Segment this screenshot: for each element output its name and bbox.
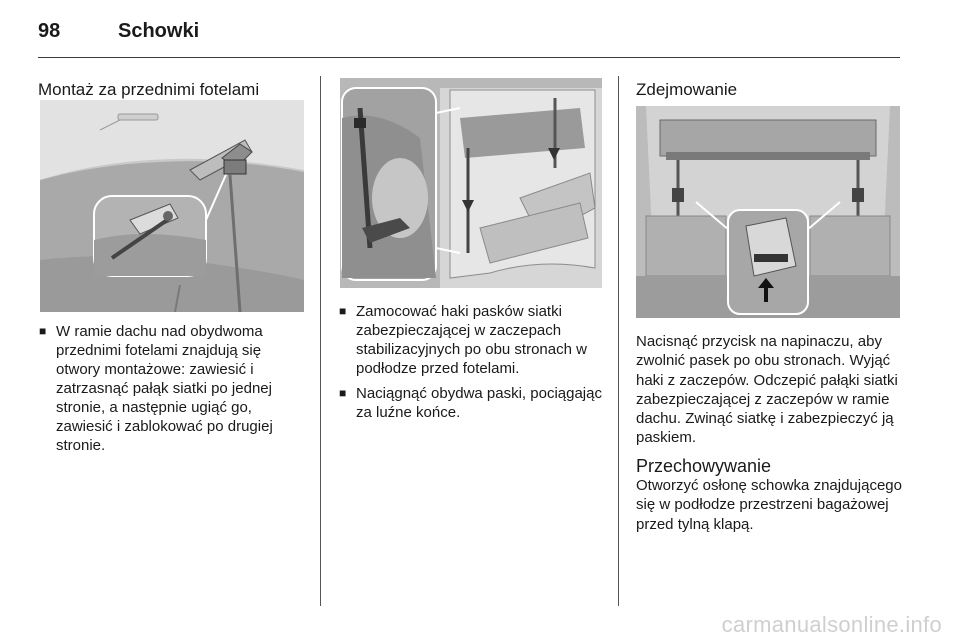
bullet-list-col2 [338, 302, 610, 428]
illustration-roof-mount [40, 100, 304, 312]
column-divider-1 [320, 76, 321, 606]
page-title: Schowki [118, 20, 200, 42]
page-number: 98 [38, 20, 61, 42]
list-item: ■ Naciągnąć obydwa paski, pociągając za luźne końce. [339, 385, 602, 421]
watermark: carmanualsonline.info [721, 612, 942, 637]
list-item: ■ W ramie dachu nad obydwoma przednimi fotelami znajdują się otwory montażowe: zawiesić i zatrzasnąć pałąk siatki po jednej stronie, a następnie ugiąć go, zawiesić i zablokować po drugiej stronie. [39, 323, 273, 454]
header-divider [38, 57, 900, 58]
list-item: ■ Zamocować haki pasków siatki zabezpieczającej w zaczepach stabilizacyjnych po obu stronach w podłodze przed fotelami. [339, 303, 587, 377]
illustration-floor-anchors [340, 78, 602, 288]
bullet-icon: ■ [39, 324, 47, 338]
section-heading-storage: Przechowywanie [636, 456, 772, 476]
illustration-strap-release [636, 106, 900, 318]
section-heading-mounting: Montaż za przednimi fotelami [38, 80, 260, 99]
bullet-icon: ■ [339, 386, 347, 400]
bullet-icon: ■ [339, 304, 347, 318]
section-heading-removal: Zdejmowanie [636, 80, 738, 99]
removal-instructions: Nacisnąć przycisk na napinaczu, aby zwolnić pasek po obu stronach. Wyjąć haki z zaczepów. Odczepić pałąki siatki zabezpieczającej z zaczepów w ramie dachu. Zwinąć siatkę i zabezpieczyć ją paskiem. [636, 333, 898, 447]
column-divider-2 [618, 76, 619, 606]
bullet-list-col1 [38, 322, 308, 461]
storage-instructions: Otworzyć osłonę schowka znajdującego się w podłodze przestrzeni bagażowej przed tylną klapą. [636, 477, 902, 533]
